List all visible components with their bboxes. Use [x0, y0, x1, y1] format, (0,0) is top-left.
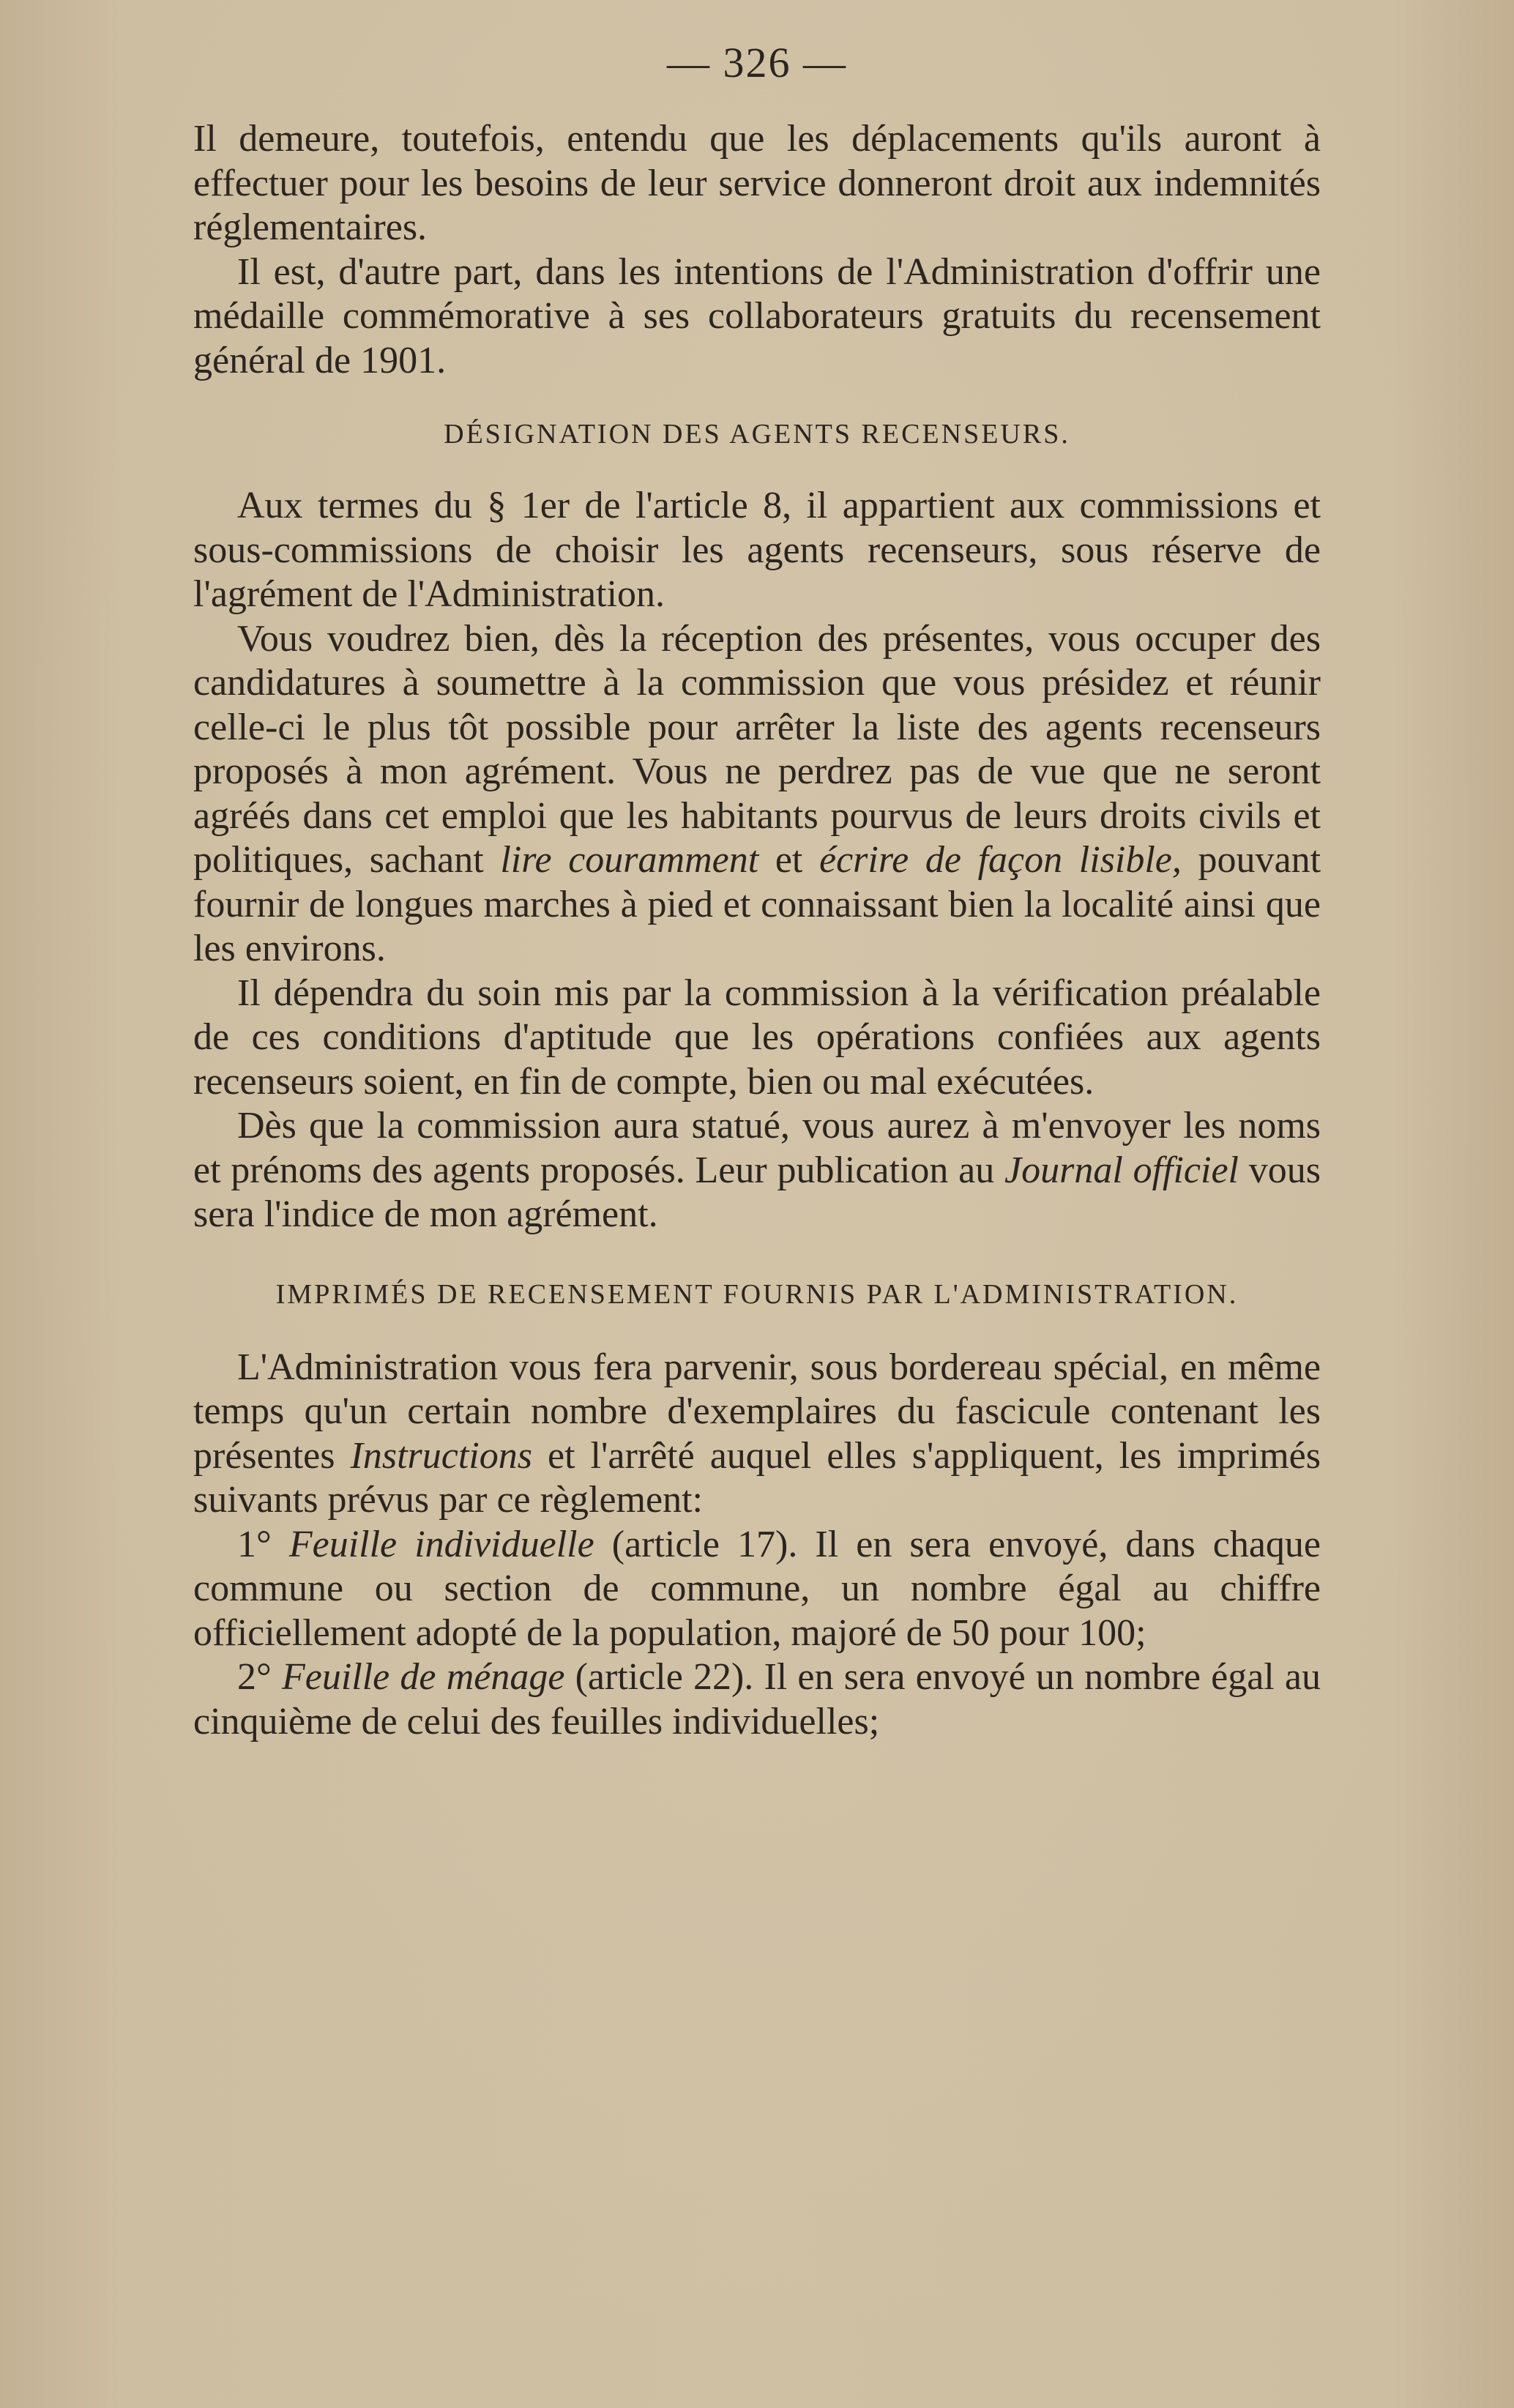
paragraph-medaille: Il est, d'autre part, dans les intentions de l'Administration d'offrir une médaille commémorative à ses collaborateurs gratuits du recensement général de 1901. — [193, 250, 1321, 381]
list-item-feuille-individuelle — [193, 1523, 1321, 1656]
list-item-feuille-menage — [193, 1655, 1321, 1744]
text-span: Vous voudrez bien, dès la réception des présentes, vous occuper des candidatures à soumettre à la commission que vous présidez et réunir celle-ci le plus tôt possible pour arrêter la liste des agents recenseurs proposés à mon agrément. Vous ne perdrez pas de vue que ne seront agréés dans cet emploi que les habitants pourvus de leurs droits civils et politiques, sachant — [193, 617, 1321, 881]
text-span: Dès que la commission aura statué, vous aurez à m'envoyer les noms et prénoms des agents proposés. Leur publication au — [193, 1105, 1321, 1191]
italic-journal-officiel: Journal officiel — [1004, 1149, 1239, 1191]
body-text — [193, 117, 1321, 1744]
paragraph-candidatures — [193, 617, 1321, 972]
text-span: pouvant fournir de longues marches à pied et connaissant bien la localité ainsi que les environs. — [193, 839, 1321, 969]
text-span: et — [758, 839, 819, 881]
page-number: — 326 — — [667, 39, 847, 86]
italic-feuille-menage: Feuille de ménage — [281, 1656, 565, 1698]
text-span: vous sera l'indice de mon agrément. — [193, 1149, 1321, 1235]
italic-feuille-individuelle: Feuille individuelle — [288, 1523, 594, 1565]
text-span: (article 17). Il en sera envoyé, dans chaque commune ou section de commune, un nombre égal au chiffre officiellement adopté de la population, majoré de 50 pour 100; — [193, 1523, 1321, 1654]
paragraph-statue — [193, 1104, 1321, 1237]
text-span: et l'arrêté auquel elles s'appliquent, les imprimés suivants prévus par ce règlement: — [193, 1434, 1321, 1521]
paragraph-termes: Aux termes du § 1er de l'article 8, il appartient aux commissions et sous-commissions de choisir les agents recenseurs, sous réserve de l'agrément de l'Administration. — [193, 485, 1321, 615]
text-span: (article 22). Il en sera envoyé un nombre égal au cinquième de celui des feuilles individuelles; — [193, 1656, 1321, 1742]
section-heading-imprimes: IMPRIMÉS DE RECENSEMENT FOURNIS PAR L'ADMINISTRATION. — [275, 1278, 1239, 1310]
text-span: L'Administration vous fera parvenir, sous bordereau spécial, en même temps qu'un certain nombre d'exemplaires du fascicule contenant les présentes — [193, 1346, 1321, 1477]
paragraph-dependra: Il dépendra du soin mis par la commission à la vérification préalable de ces conditions d'aptitude que les opérations confiées aux agents recenseurs soient, en fin de compte, bien ou mal exécutées. — [193, 972, 1321, 1103]
italic-lire: lire couramment — [500, 839, 759, 881]
paragraph-indemnites: Il demeure, toutefois, entendu que les déplacements qu'ils auront à effectuer pour les besoins de leur service donneront droit aux indemnités réglementaires. — [193, 118, 1321, 248]
italic-instructions: Instructions — [350, 1434, 532, 1477]
paragraph-administration — [193, 1346, 1321, 1523]
section-heading-designation: DÉSIGNATION DES AGENTS RECENSEURS. — [444, 419, 1070, 450]
italic-ecrire: écrire de façon lisible, — [819, 839, 1182, 881]
item-number: 1° — [237, 1523, 272, 1565]
item-number: 2° — [237, 1656, 272, 1698]
